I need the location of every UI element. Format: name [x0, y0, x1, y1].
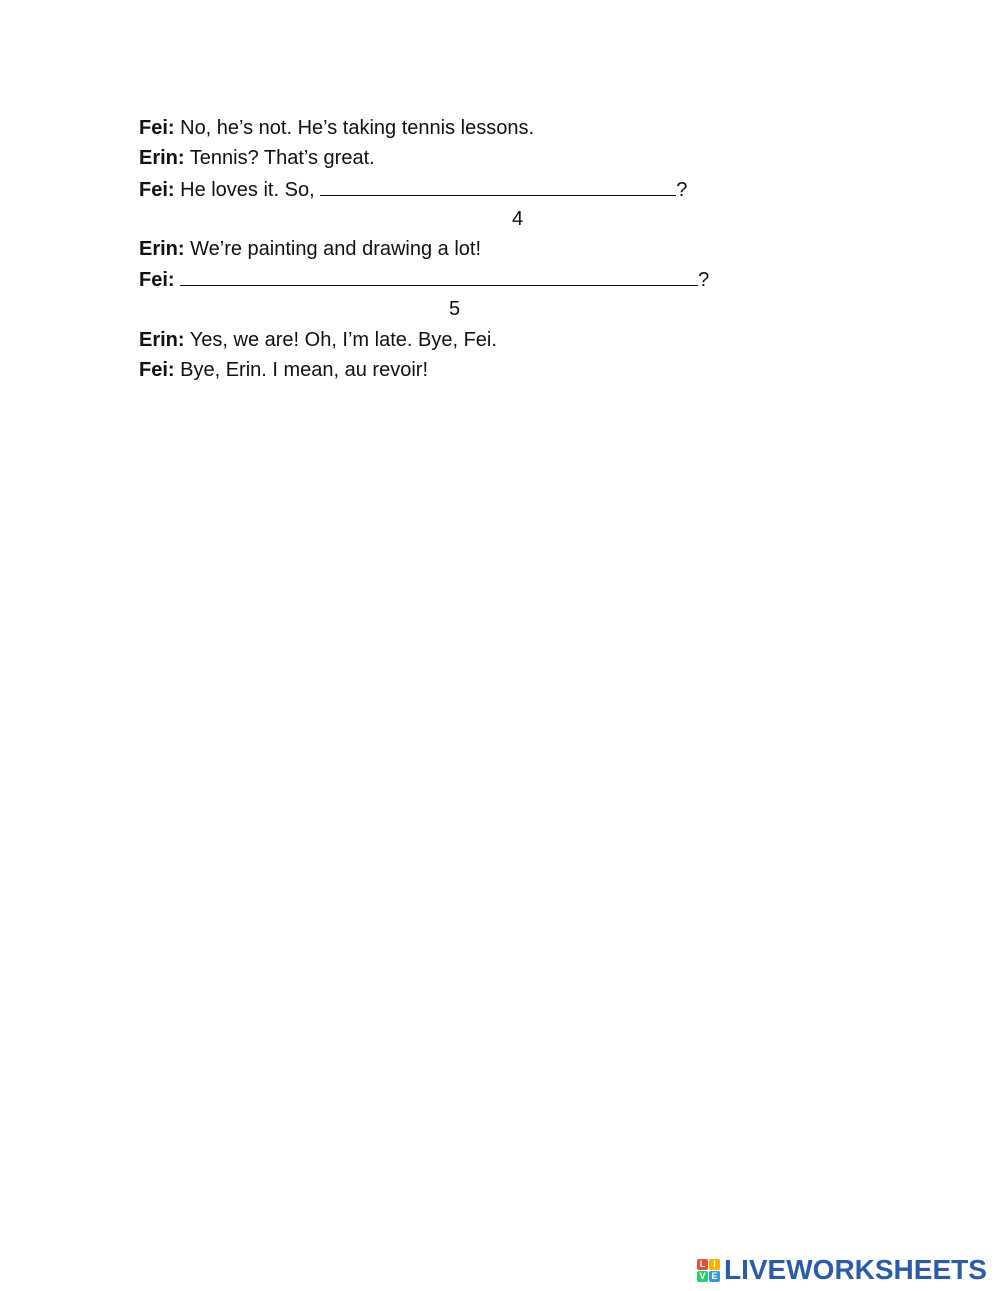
speaker-label: Fei: [139, 269, 175, 291]
speaker-label: Erin: [139, 147, 185, 169]
logo-icon [697, 1259, 720, 1282]
dialogue-text: We’re painting and drawing a lot! [184, 238, 482, 260]
dialogue-line [139, 358, 428, 382]
blank-number-5: 5 [449, 298, 461, 320]
liveworksheets-logo[interactable] [697, 1255, 987, 1285]
logo-icon-tile: L [697, 1259, 708, 1270]
dialogue-line [139, 328, 497, 352]
blank-number-4: 4 [512, 208, 524, 230]
speaker-label: Erin: [139, 329, 185, 351]
speaker-label: Fei: [139, 117, 175, 139]
dialogue-line [139, 116, 534, 140]
question-mark: ? [676, 179, 688, 201]
dialogue-line [139, 237, 481, 261]
answer-blank-4[interactable] [320, 177, 676, 196]
speaker-label: Erin: [139, 238, 185, 260]
dialogue-text: No, he’s not. He’s taking tennis lessons. [174, 117, 535, 139]
logo-text: LIVEWORKSHEETS [724, 1254, 987, 1285]
question-mark: ? [698, 269, 710, 291]
logo-icon-tile: I [709, 1259, 720, 1270]
dialogue-text: Bye, Erin. I mean, au revoir! [174, 359, 428, 381]
dialogue-text: Tennis? That’s great. [184, 147, 375, 169]
speaker-label: Fei: [139, 359, 175, 381]
dialogue-text: Yes, we are! Oh, I’m late. Bye, Fei. [184, 329, 497, 351]
logo-icon-tile: V [697, 1271, 708, 1282]
answer-blank-5[interactable] [180, 267, 698, 286]
dialogue-line [139, 177, 687, 202]
dialogue-text: He loves it. So, [174, 179, 321, 201]
dialogue-line [139, 146, 375, 170]
dialogue-line [139, 267, 709, 292]
logo-icon-tile: E [709, 1271, 720, 1282]
speaker-label: Fei: [139, 179, 175, 201]
